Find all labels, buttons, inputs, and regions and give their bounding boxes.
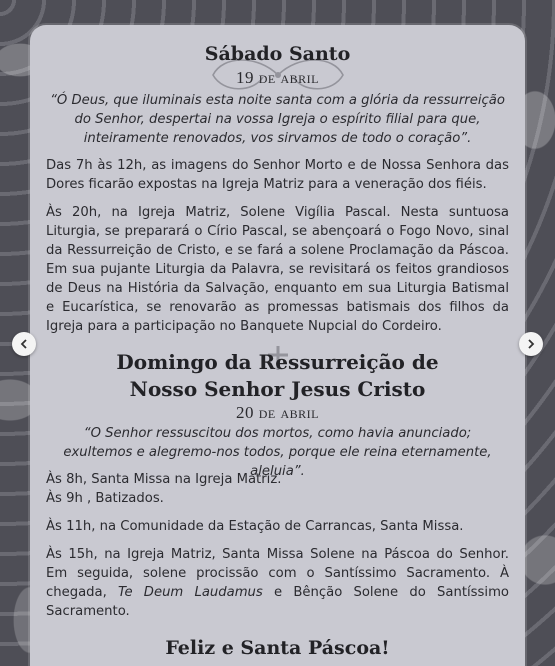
section-title-line-2: Nosso Senhor Jesus Cristo xyxy=(129,377,426,401)
paragraph-final xyxy=(46,545,509,621)
section-title-line-1: Domingo da Ressurreição de xyxy=(116,350,439,374)
section-date: 20 de abril xyxy=(236,403,319,422)
italic-phrase: Te Deum Laudamus xyxy=(118,585,263,600)
prev-button[interactable] xyxy=(12,332,36,356)
paragraph: Das 7h às 12h, as imagens do Senhor Morto e de Nossa Senhora das Dores ficarão expostas na Igreja Matriz para a veneração dos fiéis. xyxy=(46,158,509,192)
section-quote: “O Senhor ressuscitou dos mortos, como havia anunciado; exultemos e alegremo-nos todos, porque ele reina eternamente, aleluia”. xyxy=(63,426,492,479)
next-button[interactable] xyxy=(519,332,543,356)
schedule-item: Às 8h, Santa Missa na Igreja Matriz. xyxy=(46,472,282,487)
closing-text: e Bênção Solene do Santíssimo Sacramento. xyxy=(46,585,509,619)
section-date: 19 de abril xyxy=(236,68,319,87)
paragraph: Às 11h, na Comunidade da Estação de Carrancas, Santa Missa. xyxy=(46,519,464,534)
footer-greeting: Feliz e Santa Páscoa! xyxy=(165,637,390,659)
paragraph: Às 20h, na Igreja Matriz, Solene Vigília Pascal. Nesta suntuosa Liturgia, se preparará o Círio Pascal, se abençoará o Fogo Novo, sinal da Ressurreição de Cristo, e se fará a solene Proclamação da Páscoa. Em sua pujante Liturgia da Palavra, se revisitará os feitos grandiosos de Deus na História da Salvação, enquanto em sua Liturgia Batismal e Eucarística, se renovarão as promessas batismais dos filhos da Igreja para a participação no Banquete Nupcial do Cordeiro. xyxy=(46,205,509,334)
schedule-item: Às 9h , Batizados. xyxy=(46,491,164,506)
section-quote: “Ó Deus, que iluminais esta noite santa com a glória da ressurreição do Senhor, despertai na vossa Igreja o espírito filial para que, inteiramente renovados, vos sirvamos de todo o coração”. xyxy=(50,93,505,146)
chevron-right-icon xyxy=(526,339,536,349)
paragraph-text: Às 15h, na Igreja Matriz, Santa Missa Solene na Páscoa do Senhor. Em seguida, solene procissão com o Santíssimo Sacramento. À chegada, xyxy=(46,547,509,600)
content-panel xyxy=(30,25,525,666)
section-title: Sábado Santo xyxy=(204,43,351,65)
chevron-left-icon xyxy=(19,339,29,349)
